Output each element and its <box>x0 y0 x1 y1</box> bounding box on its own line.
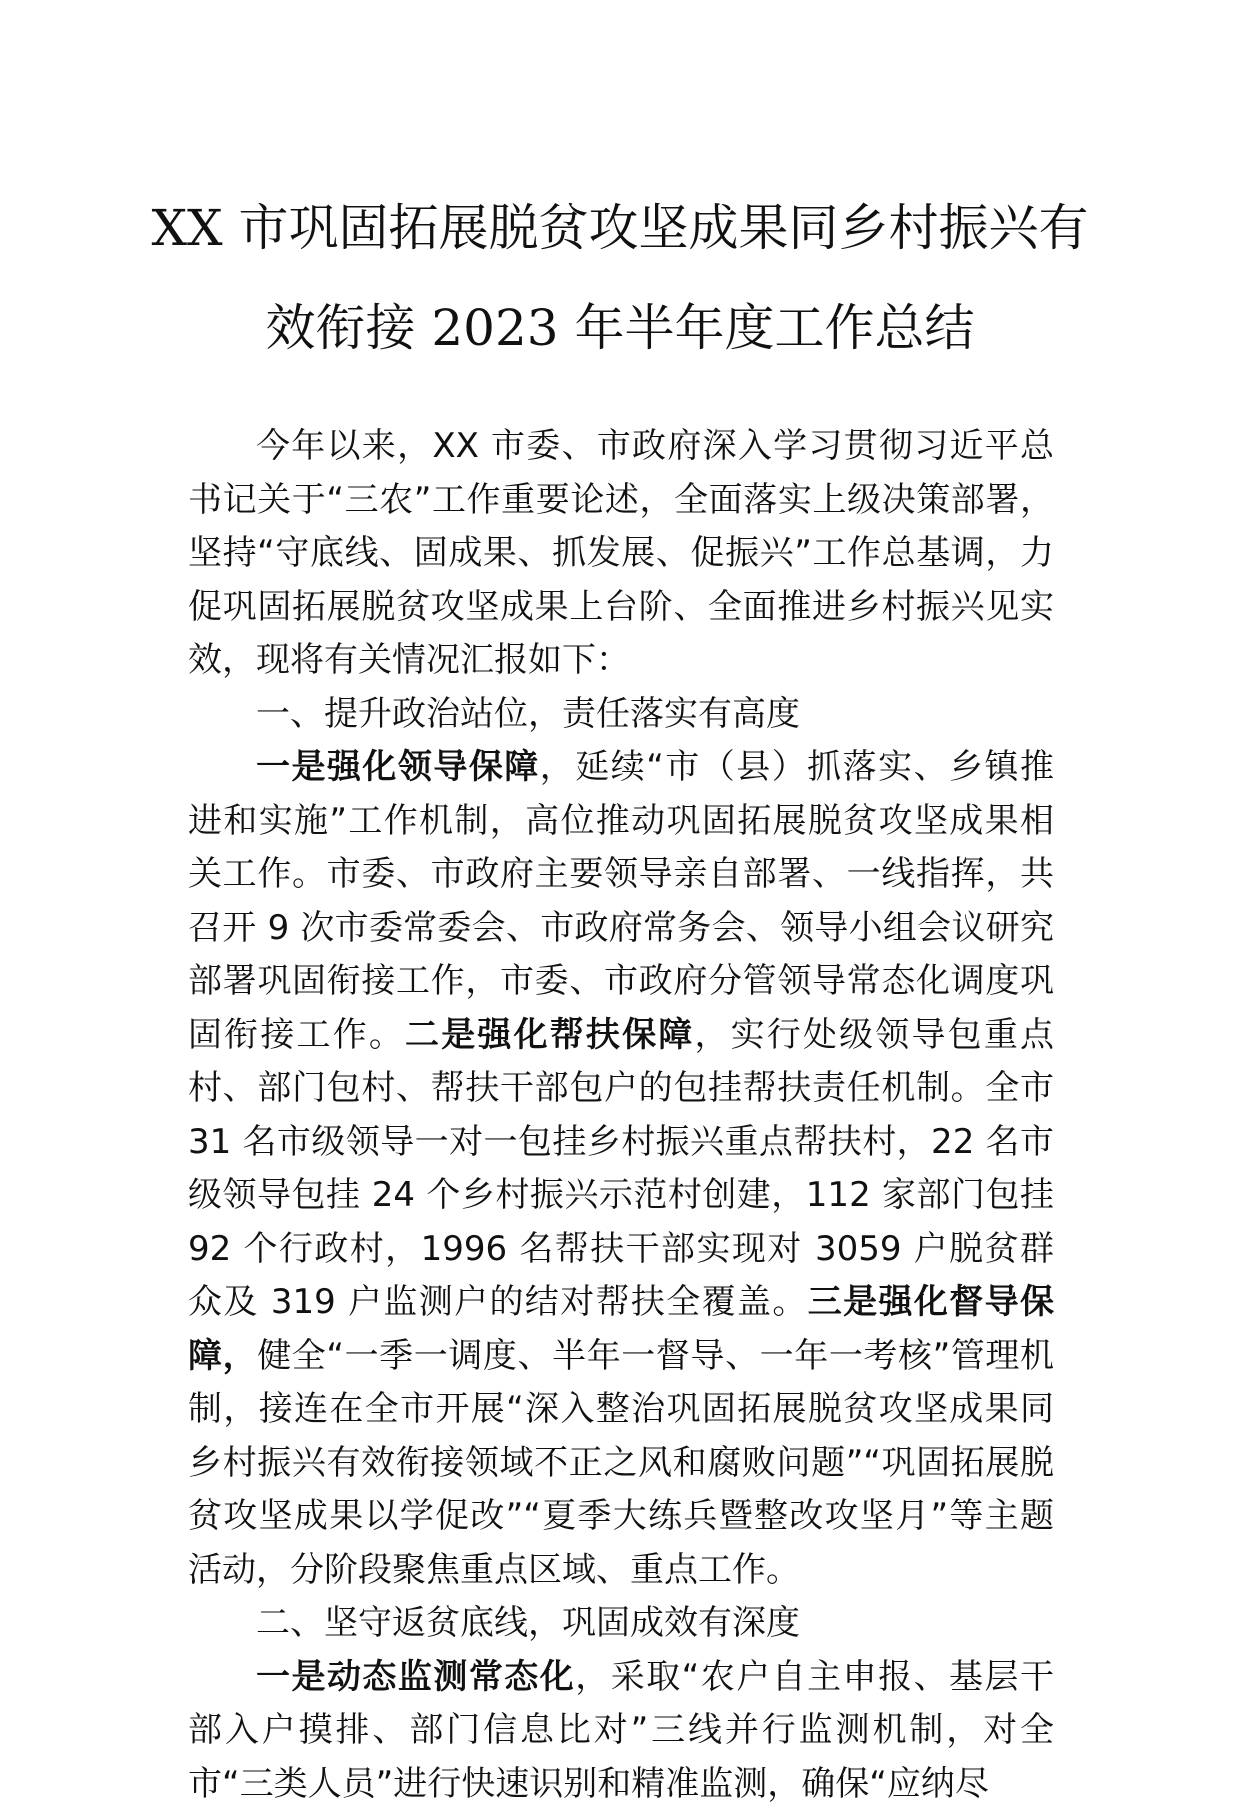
section-2-heading: 二、坚守返贫底线，巩固成效有深度 <box>188 1597 1054 1651</box>
document-body <box>188 420 1054 1811</box>
section-1-lead-2: 二是强化帮扶保障 <box>405 1015 694 1055</box>
section-1-text-1: ，延续“市（县）抓落实、乡镇推进和实施”工作机制，高位推动巩固拓展脱贫攻坚成果相关工作。市委、市政府主要领导亲自部署、一线指挥，共召开 9 次市委常委会、市政府常务会、领导小组会议研究部署巩固衔接工作，市委、市政府分管领导常态化调度巩固衔接工作。 <box>188 747 1054 1055</box>
section-2-text-1: ，采取“农户自主申报、基层干部入户摸排、部门信息比对”三线并行监测机制，对全市“三类人员”进行快速识别和精准监测，确保“应纳尽 <box>188 1657 1054 1804</box>
section-2-lead-1: 一是动态监测常态化 <box>256 1657 575 1697</box>
section-1-heading: 一、提升政治站位，责任落实有高度 <box>188 688 1054 742</box>
section-1-lead-1: 一是强化领导保障 <box>256 747 540 787</box>
section-1-lead-3: 三是强化督导保障， <box>188 1282 1054 1376</box>
title-line-2: 效衔接 2023 年半年度工作总结 <box>150 278 1090 378</box>
document-title <box>150 178 1090 378</box>
title-line-1: XX 市巩固拓展脱贫攻坚成果同乡村振兴有 <box>150 178 1090 278</box>
section-2-paragraph <box>188 1651 1054 1811</box>
section-1-text-3: 健全“一季一调度、半年一督导、一年一考核”管理机制，接连在全市开展“深入整治巩固拓展脱贫攻坚成果同乡村振兴有效衔接领域不正之风和腐败问题”“巩固拓展脱贫攻坚成果以学促改”“夏季大练兵暨整改攻坚月”等主题活动，分阶段聚焦重点区域、重点工作。 <box>188 1336 1054 1590</box>
section-1-paragraph <box>188 741 1054 1597</box>
intro-paragraph: 今年以来，XX 市委、市政府深入学习贯彻习近平总书记关于“三农”工作重要论述，全面落实上级决策部署，坚持“守底线、固成果、抓发展、促振兴”工作总基调，力促巩固拓展脱贫攻坚成果上台阶、全面推进乡村振兴见实效，现将有关情况汇报如下： <box>188 420 1054 688</box>
section-1-text-2: ，实行处级领导包重点村、部门包村、帮扶干部包户的包挂帮扶责任机制。全市 31 名市级领导一对一包挂乡村振兴重点帮扶村，22 名市级领导包挂 24 个乡村振兴示范村创建，112 家部门包挂 92 个行政村，1996 名帮扶干部实现对 3059 户脱贫群众及 319 户监测户的结对帮扶全覆盖。 <box>188 1015 1054 1323</box>
